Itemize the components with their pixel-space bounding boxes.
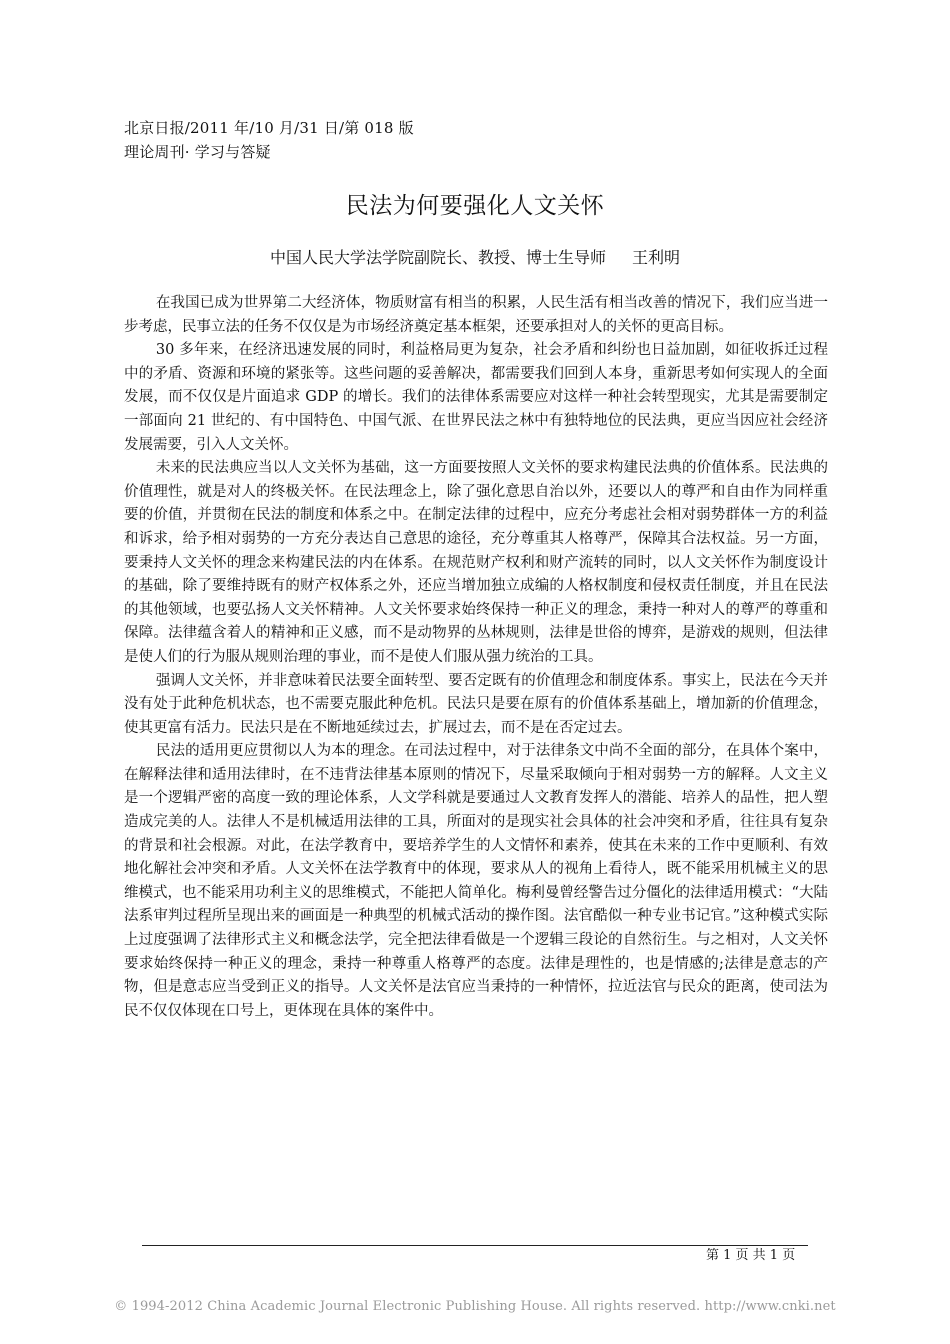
column-section: 理论周刊· 学习与答疑 (124, 143, 271, 161)
paragraph-1: 在我国已成为世界第二大经济体，物质财富有相当的积累，人民生活有相当改善的情况下，我们应当进一步考虑，民事立法的任务不仅仅是为市场经济奠定基本框架，还要承担对人的关怀的更高目标。 (124, 295, 828, 335)
paragraph-3: 未来的民法典应当以人文关怀为基础，这一方面要按照人文关怀的要求构建民法典的价值体系。民法典的价值理性，就是对人的终极关怀。在民法理念上，除了强化意思自治以外，还要以人的尊严和自由作为同样重要的价值，并贯彻在民法的制度和体系之中。在制定法律的过程中，应充分考虑社会相对弱势群体一方的利益和诉求，给予相对弱势的一方充分表达自己意思的途径，充分尊重其人格尊严，保障其合法权益。另一方面，要秉持人文关怀的理念来构建民法的内在体系。在规范财产权利和财产流转的同时，以人文关怀作为制度设计的基础，除了要维持既有的财产权体系之外，还应当增加独立成编的人格权制度和侵权责任制度，并且在民法的其他领域，也要弘扬人文关怀精神。人文关怀要求始终保持一种正义的理念，秉持一种对人的尊严的尊重和保障。法律蕴含着人的精神和正义感，而不是动物界的丛林规则，法律是世俗的博弈，是游戏的规则，但法律是使人们的行为服从规则治理的事业，而不是使人们服从强力统治的工具。 (124, 460, 828, 665)
page-number: 第 1 页 共 1 页 (706, 1248, 796, 1263)
copyright-notice: © 1994-2012 China Academic Journal Electronic Publishing House. All rights reserved. http://www.cnki.net (114, 1299, 836, 1314)
newspaper-source: 北京日报/2011 年/10 月/31 日/第 018 版 (124, 119, 414, 137)
article-body (124, 292, 828, 1023)
byline (0, 246, 950, 270)
paragraph-2: 30 多年来，在经济迅速发展的同时，利益格局更为复杂，社会矛盾和纠纷也日益加剧，如征收拆迁过程中的矛盾、资源和环境的紧张等。这些问题的妥善解决，都需要我们回到人本身，重新思考如何实现人的全面发展，而不仅仅是片面追求 GDP 的增长。我们的法律体系需要应对这样一种社会转型现实，尤其是需要制定一部面向 21 世纪的、有中国特色、中国气派、在世界民法之林中有独特地位的民法典，更应当因应社会经济发展需要，引入人文关怀。 (124, 342, 828, 453)
article-title: 民法为何要强化人文关怀 (345, 193, 605, 219)
author-name: 王利明 (632, 248, 681, 267)
author-affiliation: 中国人民大学法学院副院长、教授、博士生导师 (269, 248, 606, 267)
paragraph-5: 民法的适用更应贯彻以人为本的理念。在司法过程中，对于法律条文中尚不全面的部分，在具体个案中，在解释法律和适用法律时，在不违背法律基本原则的情况下，尽量采取倾向于相对弱势一方的解释。人文主义是一个逻辑严密的高度一致的理论体系，人文学科就是要通过人文教育发挥人的潜能、培养人的品性，把人塑造成完美的人。法律人不是机械适用法律的工具，所面对的是现实社会具体的社会冲突和矛盾，往往具有复杂的背景和社会根源。对此，在法学教育中，要培养学生的人文情怀和素养，使其在未来的工作中更顺利、有效地化解社会冲突和矛盾。人文关怀在法学教育中的体现，要求从人的视角上看待人，既不能采用机械主义的思维模式，也不能采用功利主义的思维模式，不能把人简单化。梅利曼曾经警告过分僵化的法律适用模式：“大陆法系审判过程所呈现出来的画面是一种典型的机械式活动的操作图。法官酷似一种专业书记官。”这种模式实际上过度强调了法律形式主义和概念法学，完全把法律看做是一个逻辑三段论的自然衍生。与之相对，人文关怀要求始终保持一种正义的理念，秉持一种尊重人格尊严的态度。法律是理性的，也是情感的;法律是意志的产物，但是意志应当受到正义的指导。人文关怀是法官应当秉持的一种情怀，拉近法官与民众的距离，使司法为民不仅仅体现在口号上，更体现在具体的案件中。 (124, 743, 828, 1019)
source-info (124, 116, 414, 164)
paragraph-4: 强调人文关怀，并非意味着民法要全面转型、要否定既有的价值理念和制度体系。事实上，民法在今天并没有处于此种危机状态，也不需要克服此种危机。民法只是要在原有的价值体系基础上，增加新的价值理念，使其更富有活力。民法只是在不断地延续过去，扩展过去，而不是在否定过去。 (124, 672, 828, 736)
